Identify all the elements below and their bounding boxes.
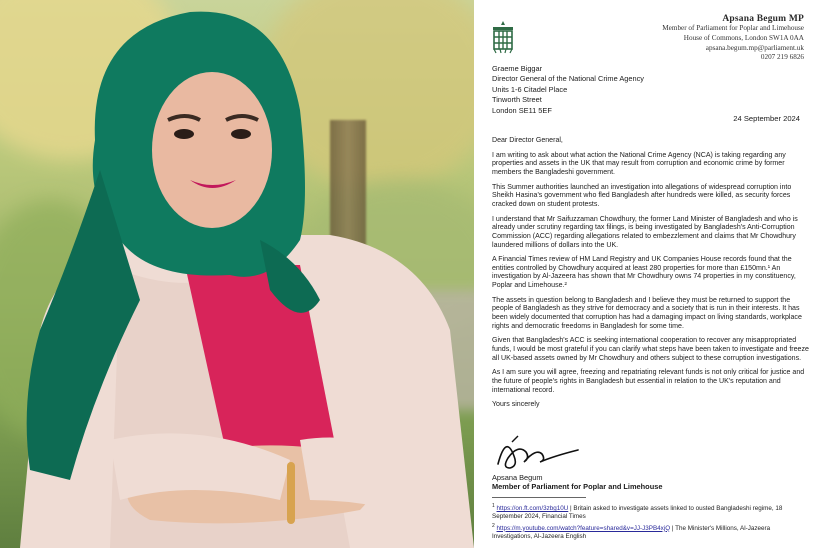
letter-date: 24 September 2024 — [733, 114, 800, 123]
recipient-line: Units 1-6 Citadel Place — [492, 84, 568, 94]
body-paragraph: As I am sure you will agree, freezing and repatriating relevant funds is not only critical for justice and the future of people's rights in Bangladesh but essential in relation to the UK's reputation and international record. — [492, 369, 805, 394]
footnote-mark: 2 — [492, 522, 495, 529]
body-paragraph: This Summer authorities launched an investigation into allegations of widespread corruption into Sheikh Hasina's government who fled Bangladesh after hundreds were killed, as security forces cracked down on student protests. — [492, 183, 792, 208]
footnote — [492, 522, 810, 542]
footnote-text: | Britain asked to investigate assets linked to ousted Bangladeshi regime, 18 September 2024, Financial Times — [492, 505, 783, 521]
recipient-title: Director General of the National Crime Agency — [492, 74, 644, 84]
closing: Yours sincerely — [492, 401, 540, 409]
recipient-line: Tinworth Street — [492, 95, 542, 105]
signer-role: Member of Parliament for Poplar and Limehouse — [492, 482, 663, 492]
body-paragraph: I understand that Mr Saifuzzaman Chowdhury, the former Land Minister of Bangladesh and who is already under scrutiny regarding tax filings, is being investigated by Bangladesh's Anti-Corruption Commission (ACC) regarding allegations related to embezzlement and claims that Mr Chowdhury laundered millions of dollars into the UK. — [492, 215, 798, 249]
footnote-divider — [492, 497, 586, 498]
footnote — [492, 502, 810, 522]
recipient-name: Graeme Biggar — [492, 64, 543, 73]
recipient-address — [492, 64, 644, 116]
letter-body — [492, 137, 810, 416]
body-paragraph: The assets in question belong to Bangladesh and I believe they must be returned to support the people of Bangladesh as they strive for democracy and a society that is run in their interests. It has been widely documented that corruption has had a damaging impact on living standards, workplace rights and democratic freedoms in Bangladesh for some time. — [492, 296, 802, 330]
letterhead-role: Member of Parliament for Poplar and Limehouse — [662, 24, 804, 32]
footnote-text: | The Minister's Millions, Al-Jazeera Investigations, Al-Jazeera English — [492, 524, 771, 540]
body-paragraph: I am writing to ask about what action the National Crime Agency (NCA) is taking regarding any properties and assets in the UK that may result from corruption and economic crime by former members the Bangladeshi government. — [492, 151, 786, 176]
salutation: Dear Director General, — [492, 137, 563, 144]
letterhead-address: House of Commons, London SW1A 0AA — [683, 33, 804, 42]
letterhead-name: Apsana Begum MP — [722, 14, 804, 24]
footnote-link[interactable]: https://on.ft.com/3zbg10U — [496, 505, 569, 513]
signer-name: Apsana Begum — [492, 473, 543, 482]
letterhead-email: apsana.begum.mp@parliament.uk — [705, 43, 804, 52]
footnote-mark: 1 — [492, 503, 495, 509]
handwritten-signature — [492, 430, 584, 474]
body-paragraph: Given that Bangladesh's ACC is seeking international cooperation to recover any misappropriated funds, I would be most grateful if you can clarify what steps have been taken to investigate and freeze all UK-based assets owned by Mr Chowdhury and others subject to these corruption investigations. — [492, 337, 809, 362]
letterhead-phone: 0207 219 6826 — [760, 53, 804, 62]
portcullis-crest-icon — [490, 19, 516, 55]
letterhead — [662, 14, 804, 63]
body-paragraph: A Financial Times review of HM Land Registry and UK Companies House records found that the entities controlled by Chowdhury acquired at least 280 properties for more than £150mn.¹ An investigation by Al-Jazeera has shown that Mr Chowdhury owns 74 properties in my constituency, Poplar and Limehouse.² — [492, 256, 796, 290]
footnotes — [492, 502, 810, 541]
letter-document — [474, 0, 822, 548]
signer-block — [492, 473, 662, 492]
recipient-line: London SE11 5EF — [492, 105, 552, 115]
footnote-link[interactable]: https://m.youtube.com/watch?feature=shared&v=JJ-J3PB4xjQ — [496, 524, 671, 532]
